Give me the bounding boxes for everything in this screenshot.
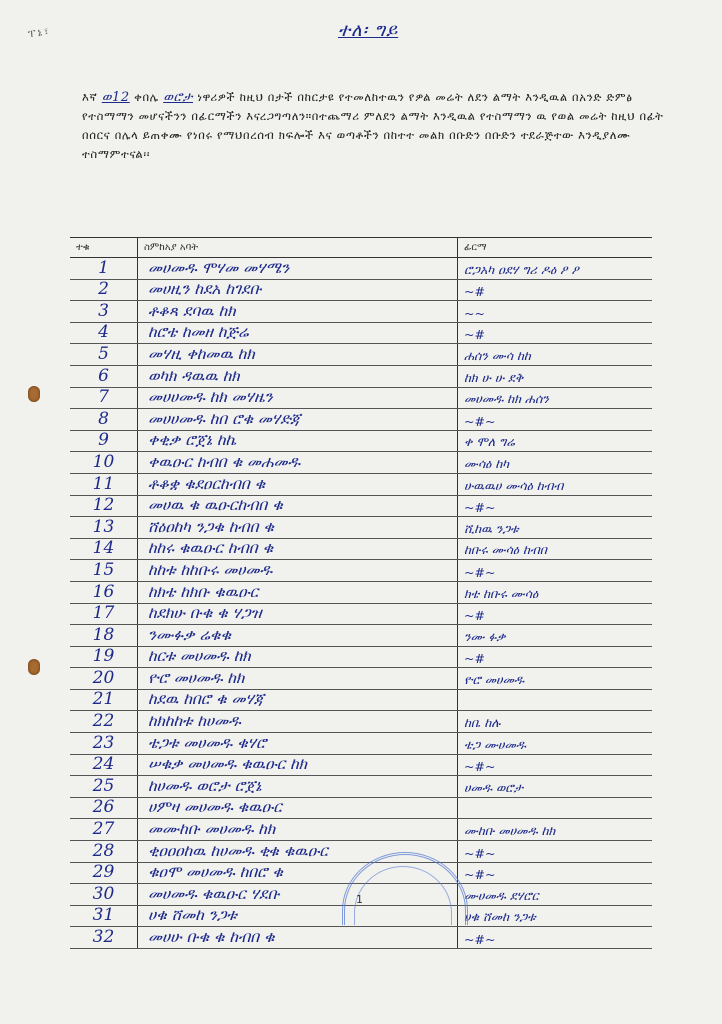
row-name: ቴጋቱ መሀመዱ ቁሃሮ <box>138 733 458 754</box>
row-number: 18 <box>70 625 138 646</box>
table-row <box>70 776 652 798</box>
row-signature <box>458 690 652 711</box>
row-number: 17 <box>70 604 138 625</box>
row-number: 19 <box>70 647 138 668</box>
row-name: መሀሀመዱ ከክ መሃዜን <box>138 388 458 409</box>
header-number: ተቁ <box>70 238 138 257</box>
row-number: 10 <box>70 452 138 473</box>
table-row <box>70 409 652 431</box>
row-number: 20 <box>70 668 138 689</box>
row-signature: ሙሳዕ ከካ <box>464 455 510 471</box>
row-signature: ~#~ <box>464 500 496 516</box>
row-signature: ሀመዱ ወሮታ <box>464 779 523 795</box>
row-number: 14 <box>70 539 138 560</box>
row-number: 22 <box>70 711 138 732</box>
punch-hole-top <box>28 386 40 402</box>
header-signature: ፊርማ <box>464 242 487 253</box>
row-number: 12 <box>70 496 138 517</box>
intro-middle: ቀበሌ <box>134 90 159 104</box>
table-row <box>70 323 652 345</box>
table-row <box>70 690 652 712</box>
row-number: 6 <box>70 366 138 387</box>
table-row <box>70 604 652 626</box>
row-name: ቶቆቋ ቁደዐርከብበ ቁ <box>138 474 458 495</box>
row-number: 9 <box>70 431 138 452</box>
row-name: ንሙፉቃ ሬቁቁ <box>138 625 458 646</box>
row-number: 2 <box>70 280 138 301</box>
document-title: ተለ፡ ግይ <box>338 20 399 41</box>
table-header <box>70 237 652 258</box>
row-signature: ሙከቡ መሀመዱ ከክ <box>464 823 556 839</box>
row-signature: ክቴ ከቡሩ ሙሳዕ <box>464 585 539 601</box>
corner-mark: ፐኔ፣ <box>27 24 52 41</box>
row-signature: ቀ ሞለ ግሬ <box>464 434 515 450</box>
row-number: 15 <box>70 560 138 581</box>
row-signature: መሀመዱ ከክ ሐሰን <box>464 391 549 407</box>
punch-hole-bottom <box>28 659 40 675</box>
row-signature: ንሙ ፉቃ <box>464 628 506 644</box>
signature-table <box>70 237 652 949</box>
intro-fill-kebele-number: ወ12 <box>101 90 130 105</box>
row-name: መሀሀመዱ ከበ ሮቁ መሃድጃ <box>138 409 458 430</box>
row-number: 11 <box>70 474 138 495</box>
row-name: መሙከቡ መሀመዱ ከክ <box>138 819 458 840</box>
row-name: ሀቁ ሸመከ ንጋቱ <box>138 906 458 927</box>
row-signature: ~#~ <box>464 413 496 429</box>
row-signature: ሁዉዉሀ ሙሳዕ ከብብ <box>464 477 564 493</box>
row-signature: ከቤ ከሉ <box>464 715 501 731</box>
table-row <box>70 798 652 820</box>
row-signature: ~# <box>464 651 485 667</box>
row-number: 23 <box>70 733 138 754</box>
table-row <box>70 625 652 647</box>
page-number: 1 <box>356 893 363 906</box>
row-name: ዮሮ መሀመዱ ከክ <box>138 668 458 689</box>
table-row <box>70 452 652 474</box>
table-row <box>70 258 652 280</box>
row-number: 3 <box>70 301 138 322</box>
row-number: 32 <box>70 927 138 948</box>
table-row <box>70 301 652 323</box>
row-name: ከሮቴ ከመዘ ከጅሬ <box>138 323 458 344</box>
table-row <box>70 431 652 453</box>
row-name: ከደክሁ ቡቁ ቁ ሃጋዝ <box>138 604 458 625</box>
row-signature: ሙሀመዱ ደሃሮር <box>464 887 539 903</box>
row-signature: ~#~ <box>464 845 496 861</box>
intro-fill-kebele-name: ወሮታ <box>163 90 194 105</box>
row-number: 27 <box>70 819 138 840</box>
row-name: መሀመዱ ሞሃመ መሃሜን <box>138 258 458 279</box>
row-signature: ~# <box>464 284 485 300</box>
table-row <box>70 539 652 561</box>
intro-prefix: እኛ <box>82 90 98 104</box>
row-number: 16 <box>70 582 138 603</box>
table-row <box>70 344 652 366</box>
row-number: 31 <box>70 906 138 927</box>
row-signature: ~# <box>464 327 485 343</box>
row-name: መሀዉ ቁ ዉዑርከብበ ቁ <box>138 496 458 517</box>
row-name: መሃዚ ቀከመዉ ከክ <box>138 344 458 365</box>
row-name: ከደዉ ከበሮ ቁ መሃጃ <box>138 690 458 711</box>
row-number: 4 <box>70 323 138 344</box>
row-signature: ~~ <box>464 305 485 321</box>
row-name: ወካክ ዳዉዉ ከክ <box>138 366 458 387</box>
table-body <box>70 258 652 949</box>
row-name: ሀምዛ መሀመዱ ቁዉዑር <box>138 798 458 819</box>
row-signature <box>458 798 652 819</box>
row-signature: ~#~ <box>464 867 496 883</box>
row-number: 1 <box>70 258 138 279</box>
row-name: ቶቆጻ ደባዉ ከክ <box>138 301 458 322</box>
row-name: ከሀመዱ ወሮታ ሮጀኔ <box>138 776 458 797</box>
table-row <box>70 927 652 949</box>
table-row <box>70 841 652 863</box>
table-row <box>70 819 652 841</box>
row-name: መሀዚን ከደአ ከገደቡ <box>138 280 458 301</box>
row-signature: ቴጋ ሙሀመዱ <box>464 736 526 752</box>
row-name: ቀቂቃ ሮጀኔ ከኬ <box>138 431 458 452</box>
row-number: 30 <box>70 884 138 905</box>
row-name: ከክከከቱ ከሀመዱ <box>138 711 458 732</box>
table-row <box>70 755 652 777</box>
row-name: ቂዐዐዐከዉ ከሀመዱ ቂቁ ቁዉዑር <box>138 841 458 862</box>
row-name: ቁዐሞ መሀመዱ ከበሮ ቁ <box>138 863 458 884</box>
row-name: ከክቴ ከክቡ ቁዉዑር <box>138 582 458 603</box>
row-signature: ሀቁ ሸመከ ንጋቱ <box>464 909 536 925</box>
row-name: ከከሩ ቁዉዑር ከብበ ቁ <box>138 539 458 560</box>
row-name: ቀዉዑር ከብበ ቁ መሐመዱ <box>138 452 458 473</box>
row-number: 29 <box>70 863 138 884</box>
header-name: ስምከአያ አባት <box>138 238 458 257</box>
intro-body: ነዋሪዎች ከዚህ በታች በከርታዩ የተመለከተዉን የዎል መሬት ለደን ልማት እንዲዉል በአንድ ድምፅ የተስማማን መሆናችንን በፊርማችን እናረጋግጣለን።በተጨማሪ ምለደን ልማት እንዲዉል የተስማማን ዉ የወል መሬት ከዚህ በፊት በሰርና በሌላ ይጠቀሙ የነበሩ የማህበረሰብ ክፍሎች እና ወጣቶችን በከተተ መልክ በቡድን በቡድን ተደራጅተው እንዲያለሙ ተስማምተናል፡፡ <box>82 90 664 161</box>
row-signature: ሺከዉ ንጋቱ <box>464 520 519 536</box>
row-signature: ~#~ <box>464 564 496 580</box>
row-name: መሀመዱ ቁዉዑር ሃደቡ <box>138 884 458 905</box>
table-row <box>70 496 652 518</box>
row-number: 21 <box>70 690 138 711</box>
row-number: 8 <box>70 409 138 430</box>
table-row <box>70 366 652 388</box>
table-row <box>70 388 652 410</box>
table-row <box>70 668 652 690</box>
row-name: መሀሁ ቡቁ ቁ ከብበ ቁ <box>138 927 458 948</box>
row-number: 5 <box>70 344 138 365</box>
table-row <box>70 582 652 604</box>
row-signature: ሮጋአካ ዐደሃ ግሪ ዶዕ ዖ ዖ <box>464 261 579 277</box>
row-signature: ዮሮ መሀመዱ <box>464 671 525 687</box>
table-row <box>70 560 652 582</box>
row-number: 26 <box>70 798 138 819</box>
row-signature: ከቡሩ ሙሳዕ ከብበ <box>464 542 547 558</box>
table-row <box>70 733 652 755</box>
row-signature: ሐሰን ሙሳ ከከ <box>464 347 531 363</box>
table-row <box>70 647 652 669</box>
row-signature: ~#~ <box>464 759 496 775</box>
table-row <box>70 517 652 539</box>
row-name: ከርቱ መሀመዱ ከክ <box>138 647 458 668</box>
intro-paragraph <box>82 88 674 164</box>
table-row <box>70 711 652 733</box>
row-number: 28 <box>70 841 138 862</box>
row-name: ከከቱ ከከቡሩ መሀመዱ <box>138 560 458 581</box>
row-signature: ~#~ <box>464 932 496 947</box>
table-row <box>70 280 652 302</box>
row-name: ሠቁቃ መሀመዱ ቁዉዑር ከክ <box>138 755 458 776</box>
row-number: 7 <box>70 388 138 409</box>
table-row <box>70 474 652 496</box>
row-signature: ከክ ሁ ሁ ደቅ <box>464 369 524 385</box>
row-name: ሸዕዐከካ ንጋቁ ከብበ ቁ <box>138 517 458 538</box>
row-signature: ~# <box>464 608 485 624</box>
row-number: 13 <box>70 517 138 538</box>
row-number: 25 <box>70 776 138 797</box>
row-number: 24 <box>70 755 138 776</box>
